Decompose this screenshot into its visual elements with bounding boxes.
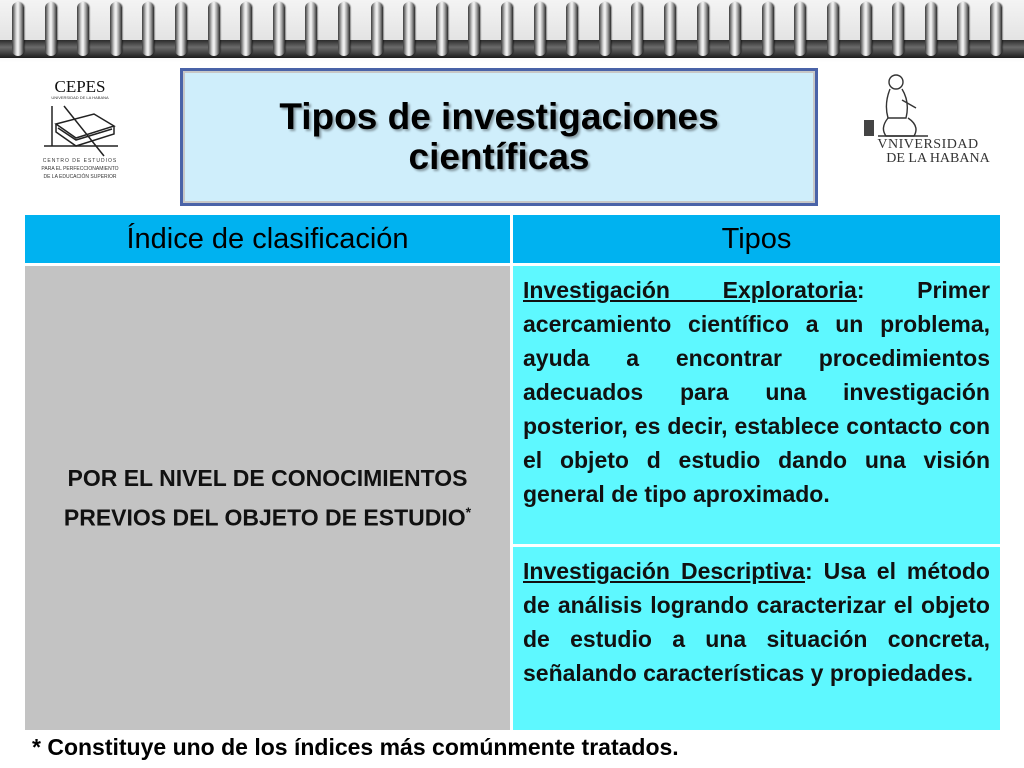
binding-coil xyxy=(468,2,480,56)
title-box xyxy=(180,68,818,206)
university-logo-line-1: VNIVERSIDAD xyxy=(877,137,979,152)
alma-mater-icon xyxy=(878,75,928,136)
binding-coil xyxy=(45,2,57,56)
binding-coil xyxy=(892,2,904,56)
binding-coil xyxy=(664,2,676,56)
binding-coil xyxy=(599,2,611,56)
binding-coil xyxy=(12,2,24,56)
binding-coil xyxy=(827,2,839,56)
binding-coil xyxy=(142,2,154,56)
spiral-binding xyxy=(0,0,1024,62)
type-definition: Usa el método de análisis logrando caracterizar el objeto de estudio a una situación concreta, señalando características y propiedades. xyxy=(523,558,990,686)
binding-coil xyxy=(403,2,415,56)
classification-text: POR EL NIVEL DE CONOCIMIENTOS PREVIOS DEL OBJETO DE ESTUDIO xyxy=(63,465,468,531)
binding-coil xyxy=(110,2,122,56)
header-types: Tipos xyxy=(513,215,1000,263)
binding-coil xyxy=(501,2,513,56)
binding-coil xyxy=(631,2,643,56)
type-term: Investigación Exploratoria xyxy=(523,277,857,303)
binding-coil xyxy=(371,2,383,56)
cepes-caption-line-1: CENTRO DE ESTUDIOS xyxy=(42,158,118,164)
classification-mark: * xyxy=(465,504,472,521)
seal-block xyxy=(864,120,874,136)
binding-coil xyxy=(794,2,806,56)
binding-coil xyxy=(436,2,448,56)
binding-coil xyxy=(273,2,285,56)
cepes-logo-name: CEPES xyxy=(54,77,106,96)
cepes-caption-line-3: DE LA EDUCACIÓN SUPERIOR xyxy=(43,174,117,180)
binding-coil xyxy=(338,2,350,56)
binding-coil xyxy=(240,2,252,56)
university-logo xyxy=(858,70,1008,170)
binding-coil xyxy=(305,2,317,56)
classification-label xyxy=(38,461,498,535)
type-separator: : xyxy=(856,277,918,303)
binding-coil xyxy=(566,2,578,56)
binding-coil xyxy=(534,2,546,56)
binding-coil xyxy=(957,2,969,56)
type-definition: Primer acercamiento científico a un problema, ayuda a encontrar procedimientos adecuados para una investigación posterior, es decir, establece contacto con el objeto d estudio dando una visión general de tipo aproximado. xyxy=(523,277,990,507)
slide-title: Tipos de investigaciones científicas xyxy=(279,96,719,177)
type-description xyxy=(523,554,990,690)
binding-coil xyxy=(175,2,187,56)
type-separator: : xyxy=(804,558,824,584)
type-cell-exploratory xyxy=(513,266,1000,544)
binding-coil xyxy=(697,2,709,56)
binding-coil xyxy=(762,2,774,56)
cepes-logo-subtitle: UNIVERSIDAD DE LA HABANA xyxy=(51,95,109,100)
cepes-caption-line-2: PARA EL PERFECCIONAMIENTO xyxy=(41,166,119,172)
type-cell-descriptive xyxy=(513,547,1000,730)
classification-cell xyxy=(25,266,510,730)
footnote: * Constituye uno de los índices más comúnmente tratados. xyxy=(32,734,679,760)
binding-coil xyxy=(925,2,937,56)
book-icon xyxy=(44,106,118,156)
cepes-logo xyxy=(34,76,126,184)
type-description xyxy=(523,273,990,511)
type-term: Investigación Descriptiva xyxy=(523,558,805,584)
university-logo-line-2: DE LA HABANA xyxy=(886,151,990,166)
header-classification-index: Índice de clasificación xyxy=(25,215,510,263)
binding-coil xyxy=(860,2,872,56)
binding-coil xyxy=(729,2,741,56)
binding-coil xyxy=(208,2,220,56)
binding-coil xyxy=(990,2,1002,56)
binding-coil xyxy=(77,2,89,56)
classification-table xyxy=(25,215,1000,730)
